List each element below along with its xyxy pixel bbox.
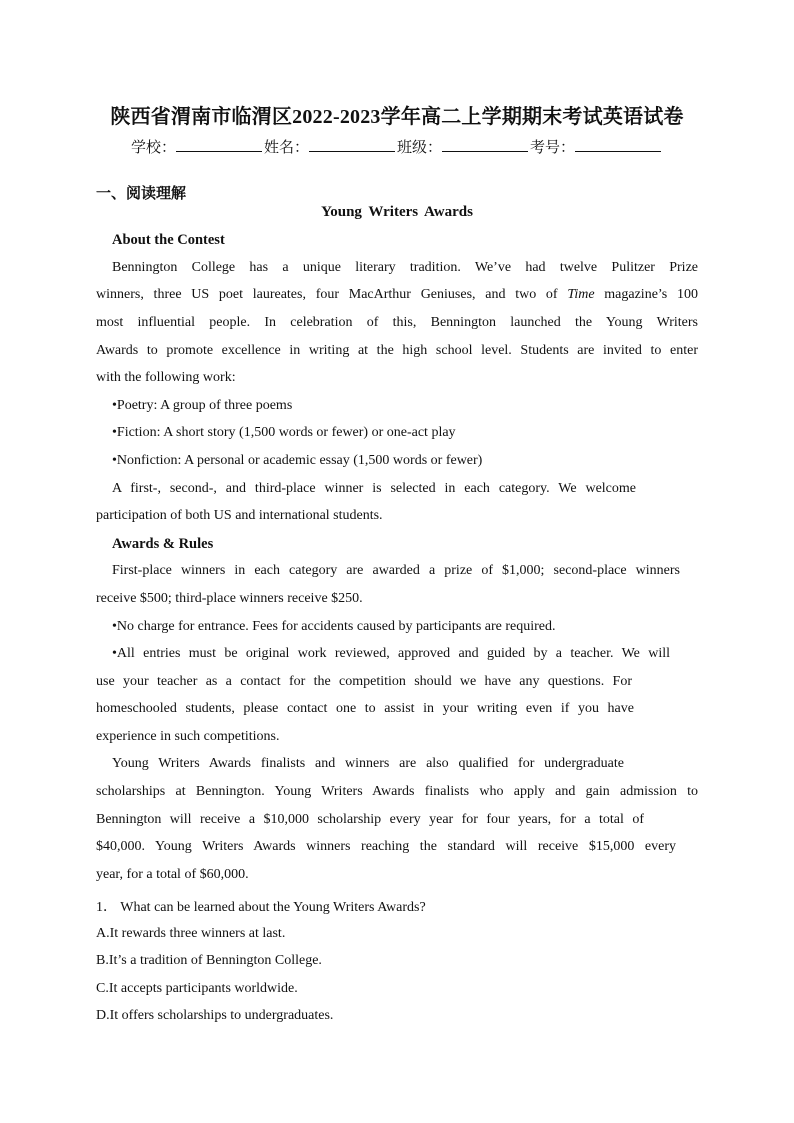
list-item-poetry: •Poetry: A group of three poems: [112, 398, 293, 413]
paragraph-line: participation of both US and international students.: [96, 508, 383, 523]
paragraph-line: receive $500; third-place winners receive $250.: [96, 591, 363, 606]
paragraph-line: Young Writers Awards finalists and winners are also qualified for undergraduate: [112, 756, 624, 771]
name-label: 姓名：: [263, 138, 309, 156]
paragraph-line: use your teacher as a contact for the competition should we have any questions. For: [96, 674, 632, 689]
paragraph-line: •All entries must be original work reviewed, approved and guided by a teacher. We will: [112, 646, 670, 661]
school-label: 学校：: [130, 138, 176, 156]
option-d[interactable]: D.It offers scholarships to undergraduates.: [96, 1008, 334, 1023]
name-blank: [309, 137, 395, 152]
paragraph-line: homeschooled students, please contact one to assist in your writing even if you have: [96, 701, 634, 716]
heading-awards-rules: Awards & Rules: [112, 536, 214, 552]
paragraph-line: most influential people. In celebration of this, Bennington launched the Young Writers: [96, 315, 698, 330]
text-run: magazine’s 100: [594, 287, 698, 302]
paragraph-line: year, for a total of $60,000.: [96, 867, 249, 882]
number-blank: [575, 137, 661, 152]
school-blank: [176, 137, 262, 152]
list-item-nonfiction: •Nonfiction: A personal or academic essay (1,500 words or fewer): [112, 453, 483, 468]
italic-word: Time: [567, 287, 595, 302]
paragraph-line: A first-, second-, and third-place winner is selected in each category. We welcome: [112, 481, 636, 496]
section-heading: 一、阅读理解: [96, 184, 187, 202]
paragraph-line: Awards to promote excellence in writing at the high school level. Students are invited to enter: [96, 343, 698, 358]
passage-title: Young Writers Awards: [321, 204, 473, 220]
heading-about-contest: About the Contest: [112, 232, 225, 248]
number-label: 考号：: [530, 138, 576, 156]
paragraph-line: scholarships at Bennington. Young Writers Awards finalists who apply and gain admission to: [96, 784, 698, 799]
class-label: 班级：: [397, 138, 443, 156]
paragraph-line: First-place winners in each category are awarded a prize of $1,000; second-place winners: [112, 563, 680, 578]
exam-title: 陕西省渭南市临渭区2022-2023学年高二上学期期末考试英语试卷: [110, 106, 684, 128]
rule-no-charge: •No charge for entrance. Fees for accidents caused by participants are required.: [112, 619, 556, 634]
question-1-stem: 1． What can be learned about the Young Writers Awards?: [96, 900, 426, 915]
paragraph-line: $40,000. Young Writers Awards winners reaching the standard will receive $15,000 every: [96, 839, 676, 854]
option-c[interactable]: C.It accepts participants worldwide.: [96, 981, 298, 996]
text-run: winners, three US poet laureates, four MacArthur Geniuses, and two of: [96, 287, 568, 302]
option-b[interactable]: B.It’s a tradition of Bennington College.: [96, 953, 322, 968]
paragraph-line: experience in such competitions.: [96, 729, 280, 744]
paragraph-line: Bennington College has a unique literary tradition. We’ve had twelve Pulitzer Prize: [112, 260, 698, 275]
option-a[interactable]: A.It rewards three winners at last.: [96, 926, 286, 941]
paragraph-line: with the following work:: [96, 370, 236, 385]
paragraph-line: Bennington will receive a $10,000 scholarship every year for four years, for a total of: [96, 812, 644, 827]
list-item-fiction: •Fiction: A short story (1,500 words or fewer) or one-act play: [112, 425, 456, 440]
student-info-row: [0, 136, 794, 157]
paragraph-line: [96, 287, 698, 303]
class-blank: [442, 137, 528, 152]
